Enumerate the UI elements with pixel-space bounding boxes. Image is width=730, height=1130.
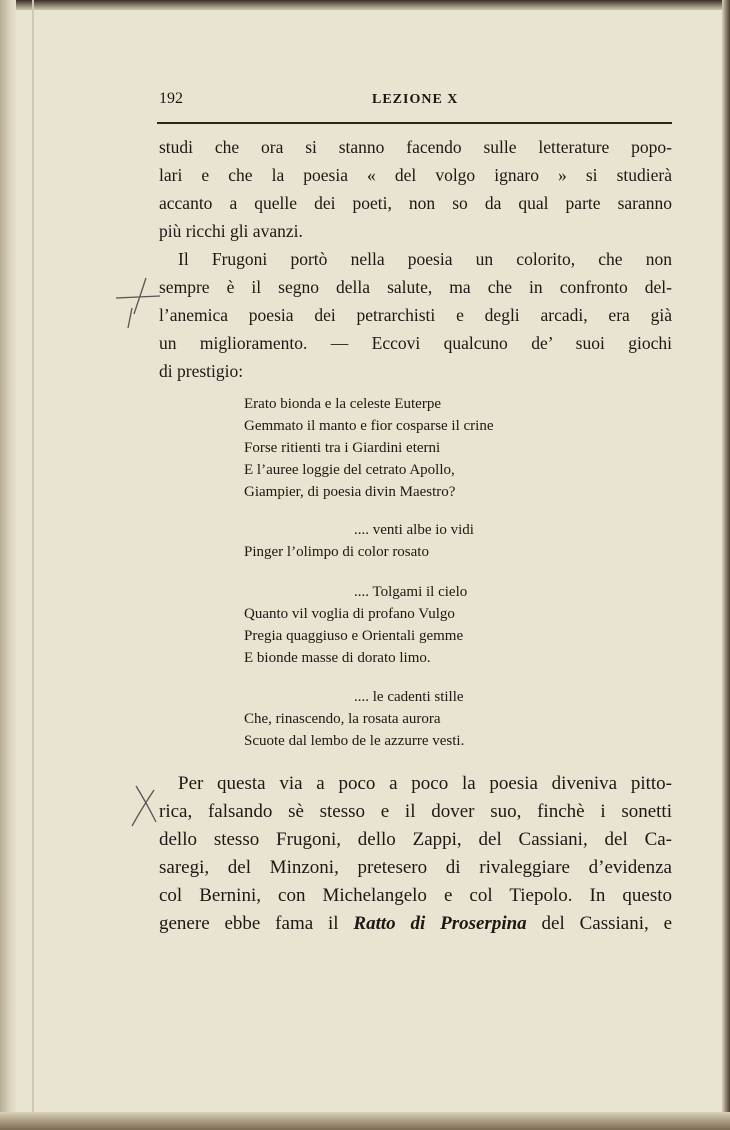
- verse-line: Giampier, di poesia divin Maestro?: [244, 484, 456, 500]
- text-line: Per questa via a poco a poco la poesia diveniva pitto-: [178, 773, 672, 794]
- verse-line: .... Tolgami il cielo: [354, 584, 468, 600]
- page-top-edge: [0, 0, 730, 10]
- text-line: accanto a quelle dei poeti, non so da qual parte saranno: [159, 193, 672, 213]
- page-right-edge: [722, 0, 730, 1130]
- work-title: Ratto di Proserpina: [353, 913, 527, 934]
- text-line: di prestigio:: [159, 361, 244, 381]
- gutter-line: [32, 0, 34, 1130]
- verse-line: .... venti albe io vidi: [354, 522, 474, 538]
- verse-line: Erato bionda e la celeste Euterpe: [244, 396, 441, 412]
- text-line: lari e che la poesia « del volgo ignaro » si studierà: [159, 165, 672, 185]
- verse-line: E bionde masse di dorato limo.: [244, 650, 431, 666]
- text-line: dello stesso Frugoni, dello Zappi, del Cassiani, del Ca-: [159, 829, 672, 850]
- text-line: Il Frugoni portò nella poesia un colorito, che non: [178, 249, 672, 269]
- text-line: l’anemica poesia dei petrarchisti e degli arcadi, era già: [159, 305, 672, 325]
- text-line: sempre è il segno della salute, ma che in confronto del-: [159, 277, 672, 297]
- text-line: saregi, del Minzoni, pretesero di rivaleggiare d’evidenza: [159, 857, 672, 878]
- verse-line: Scuote dal lembo de le azzurre vesti.: [244, 733, 465, 749]
- verse-line: Pregia quaggiuso e Orientali gemme: [244, 628, 464, 644]
- text-fragment: del Cassiani, e: [526, 913, 672, 934]
- text-fragment: genere ebbe fama il: [159, 913, 354, 934]
- verse-line: Che, rinascendo, la rosata aurora: [244, 711, 441, 727]
- verse-line: Gemmato il manto e fior cosparse il crine: [244, 418, 494, 434]
- verse-line: .... le cadenti stille: [354, 689, 464, 705]
- page-binding-edge: [0, 0, 16, 1130]
- header-rule: [157, 122, 672, 124]
- verse-line: Forse ritienti tra i Giardini eterni: [244, 440, 441, 456]
- verse-line: Quanto vil voglia di profano Vulgo: [244, 606, 455, 622]
- verse-line: Pinger l’olimpo di color rosato: [244, 544, 429, 560]
- page-bottom-edge: [0, 1112, 730, 1130]
- pencil-x-mark-icon: [128, 782, 160, 830]
- text-line: un miglioramento. — Eccovi qualcuno de’ suoi giochi: [159, 333, 672, 353]
- text-line: rica, falsando sè stesso e il dover suo, finchè i sonetti: [159, 801, 672, 822]
- verse-line: E l’auree loggie del cetrato Apollo,: [244, 462, 455, 478]
- running-title: LEZIONE X: [372, 92, 459, 107]
- text-line: col Bernini, con Michelangelo e col Tiepolo. In questo: [159, 885, 672, 906]
- page-number: 192: [159, 90, 183, 107]
- pencil-cross-mark-icon: [112, 274, 164, 330]
- text-line: più ricchi gli avanzi.: [159, 221, 303, 241]
- text-line: studi che ora si stanno facendo sulle letterature popo-: [159, 137, 672, 157]
- text-line-last: [159, 913, 672, 935]
